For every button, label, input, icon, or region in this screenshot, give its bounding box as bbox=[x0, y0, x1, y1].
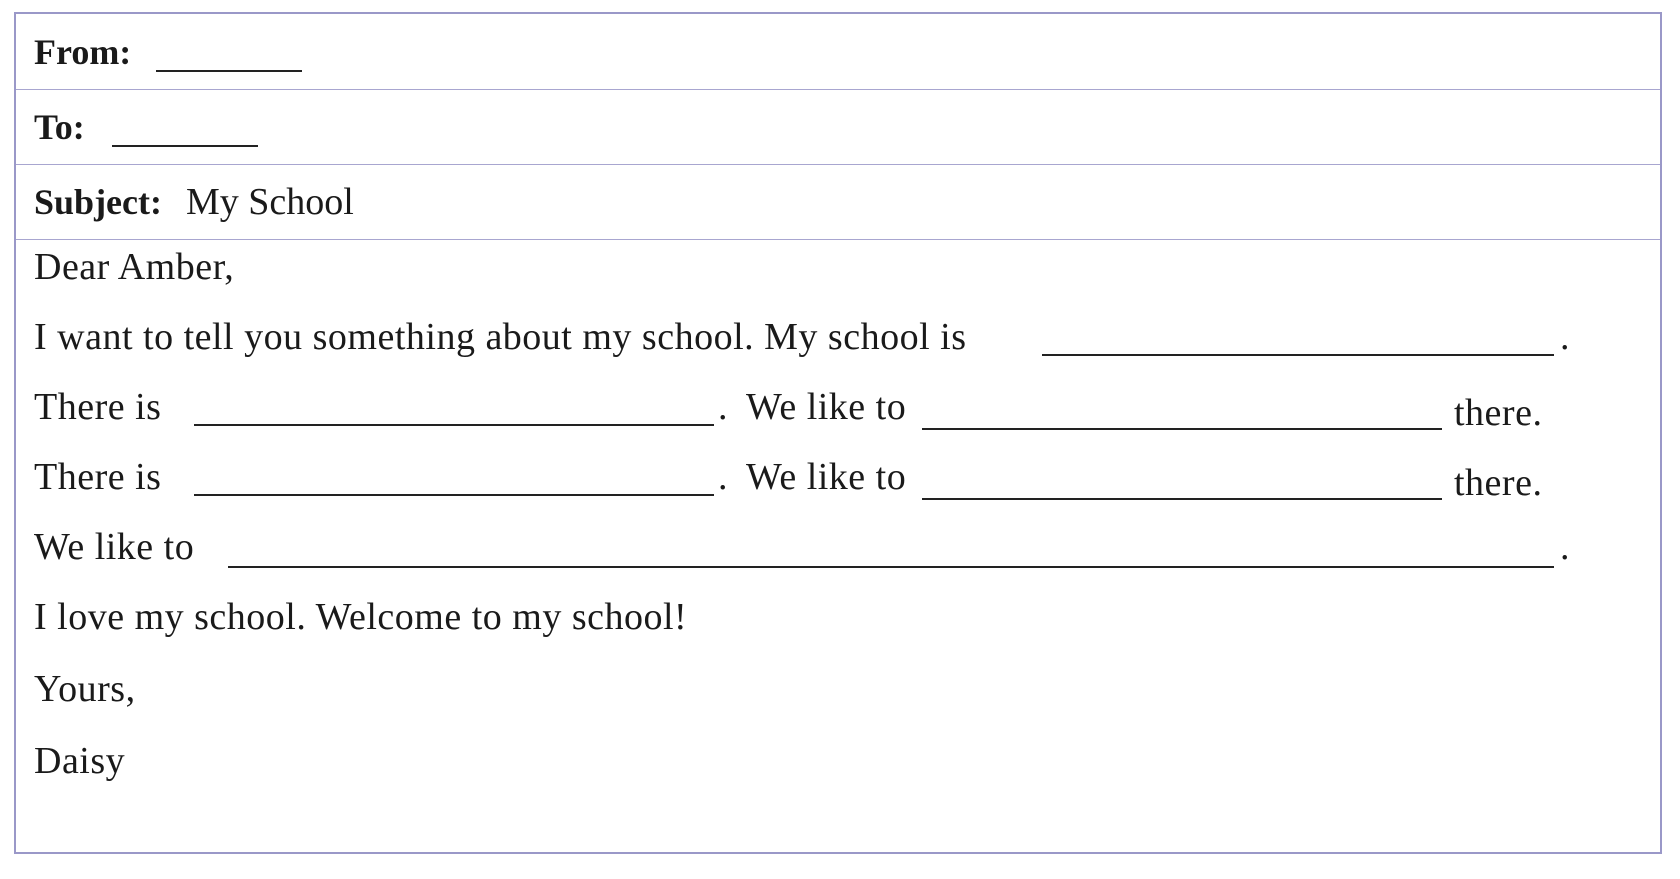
from-blank[interactable] bbox=[156, 70, 302, 72]
there-text: there. bbox=[1454, 462, 1543, 504]
closing-line bbox=[34, 594, 1640, 640]
letter-line-4 bbox=[34, 524, 1640, 570]
to-label: To: bbox=[34, 107, 85, 147]
we-like-to-text: We like to bbox=[34, 526, 195, 568]
from-label: From: bbox=[34, 32, 132, 72]
line3-period: . bbox=[718, 456, 728, 498]
subject-label: Subject: bbox=[34, 182, 162, 222]
subject-row bbox=[16, 164, 1660, 240]
signoff-line bbox=[34, 666, 1640, 712]
letter-line-2 bbox=[34, 384, 1640, 434]
letter-line-1 bbox=[34, 314, 1640, 360]
line4-period: . bbox=[1560, 526, 1570, 568]
place-blank-1[interactable] bbox=[194, 424, 714, 426]
signature: Daisy bbox=[34, 740, 126, 782]
letter-line-3 bbox=[34, 454, 1640, 504]
there-text: there. bbox=[1454, 392, 1543, 434]
email-form bbox=[14, 12, 1662, 854]
place-blank-2[interactable] bbox=[194, 494, 714, 496]
greeting-line bbox=[34, 244, 1640, 290]
activity-blank-1[interactable] bbox=[922, 428, 1442, 430]
signoff: Yours, bbox=[34, 668, 136, 710]
subject-value: My School bbox=[186, 181, 354, 223]
signature-line bbox=[34, 738, 1640, 784]
we-like-to-text: We like to bbox=[746, 386, 907, 428]
line1-period: . bbox=[1560, 316, 1570, 358]
to-row bbox=[16, 89, 1660, 165]
school-description-blank[interactable] bbox=[1042, 354, 1554, 356]
line1-text: I want to tell you something about my school. My school is bbox=[34, 316, 967, 358]
line2-period: . bbox=[718, 386, 728, 428]
to-blank[interactable] bbox=[112, 145, 258, 147]
activity-blank-2[interactable] bbox=[922, 498, 1442, 500]
closing-text: I love my school. Welcome to my school! bbox=[34, 596, 688, 638]
greeting: Dear Amber, bbox=[34, 246, 235, 288]
there-is-text: There is bbox=[34, 386, 162, 428]
activity-blank-3[interactable] bbox=[228, 566, 1554, 568]
there-is-text: There is bbox=[34, 456, 162, 498]
from-row bbox=[16, 14, 1660, 90]
we-like-to-text: We like to bbox=[746, 456, 907, 498]
